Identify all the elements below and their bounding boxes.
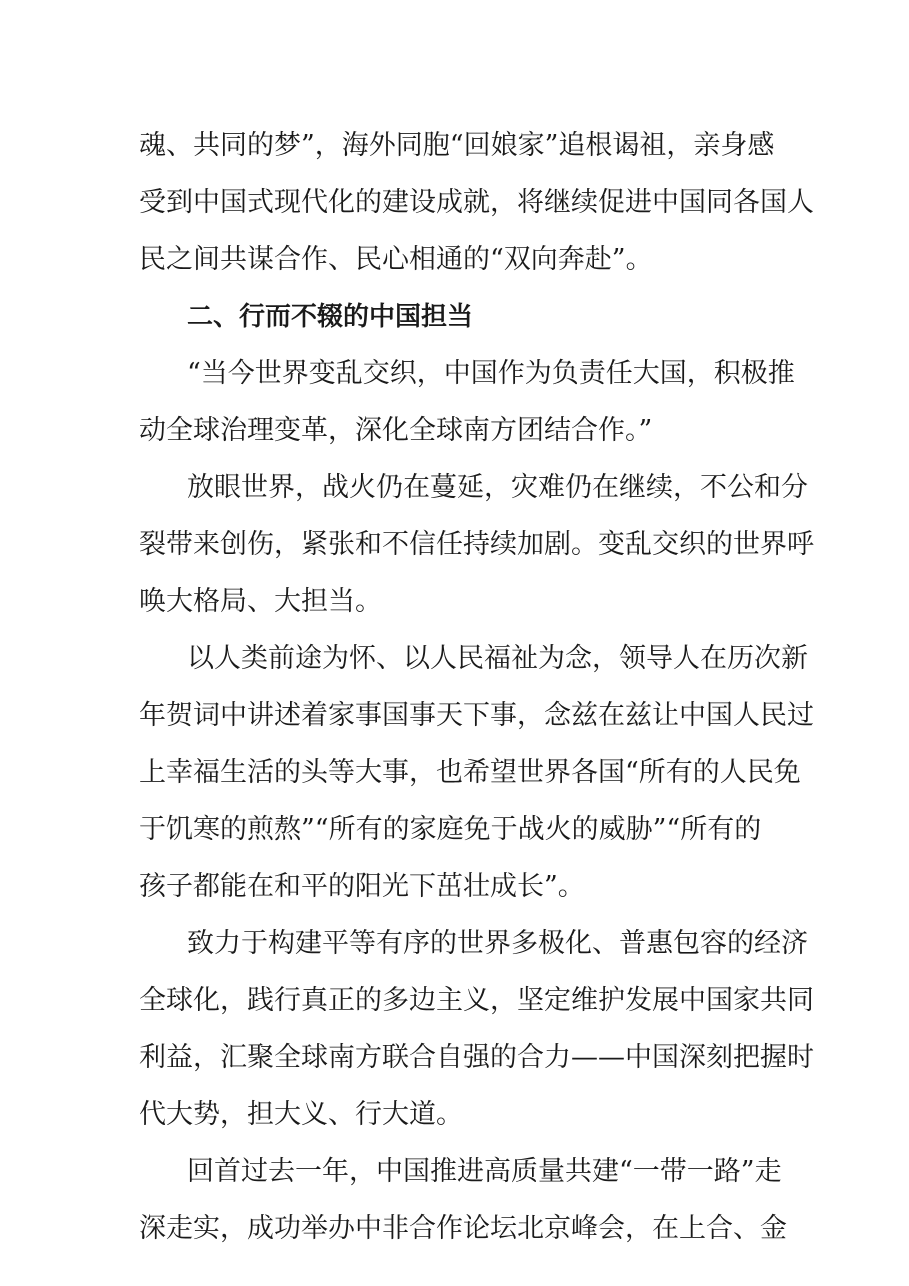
text-line: 裂带来创伤，紧张和不信任持续加剧。变乱交织的世界呼 bbox=[139, 529, 814, 560]
text-line: 致力于构建平等有序的世界多极化、普惠包容的经济 bbox=[187, 928, 808, 959]
text-line: 全球化，践行真正的多边主义，坚定维护发展中国家共同 bbox=[139, 985, 814, 1016]
text-line: 民之间共谋合作、民心相通的“双向奔赴”。 bbox=[139, 244, 653, 275]
text-line: 利益，汇聚全球南方联合自强的合力——中国深刻把握时 bbox=[139, 1042, 814, 1073]
text-line: 魂、共同的梦”，海外同胞“回娘家”追根谒祖，亲身感 bbox=[139, 130, 775, 161]
section-heading: 二、行而不辍的中国担当 bbox=[187, 302, 474, 332]
text-line: 年贺词中讲述着家事国事天下事，念兹在兹让中国人民过 bbox=[139, 700, 814, 731]
text-line: 受到中国式现代化的建设成就，将继续促进中国同各国人 bbox=[139, 187, 814, 218]
text-line: 回首过去一年，中国推进高质量共建“一带一路”走 bbox=[187, 1156, 782, 1187]
text-line: 上幸福生活的头等大事，也希望世界各国“所有的人民免 bbox=[139, 757, 801, 788]
text-line: 代大势，担大义、行大道。 bbox=[139, 1099, 463, 1130]
text-line: 唤大格局、大担当。 bbox=[139, 586, 382, 617]
text-line: “当今世界变乱交织，中国作为负责任大国，积极推 bbox=[187, 358, 795, 389]
text-line: 于饥寒的煎熬”“所有的家庭免于战火的威胁”“所有的 bbox=[139, 814, 762, 845]
text-line: 以人类前途为怀、以人民福祉为念，领导人在历次新 bbox=[187, 643, 808, 674]
text-line: 深走实，成功举办中非合作论坛北京峰会，在上合、金 bbox=[139, 1213, 787, 1244]
text-line: 放眼世界，战火仍在蔓延，灾难仍在继续，不公和分 bbox=[187, 472, 808, 503]
text-line: 动全球治理变革，深化全球南方团结合作。” bbox=[139, 415, 653, 446]
text-line: 孩子都能在和平的阳光下茁壮成长”。 bbox=[139, 871, 585, 902]
